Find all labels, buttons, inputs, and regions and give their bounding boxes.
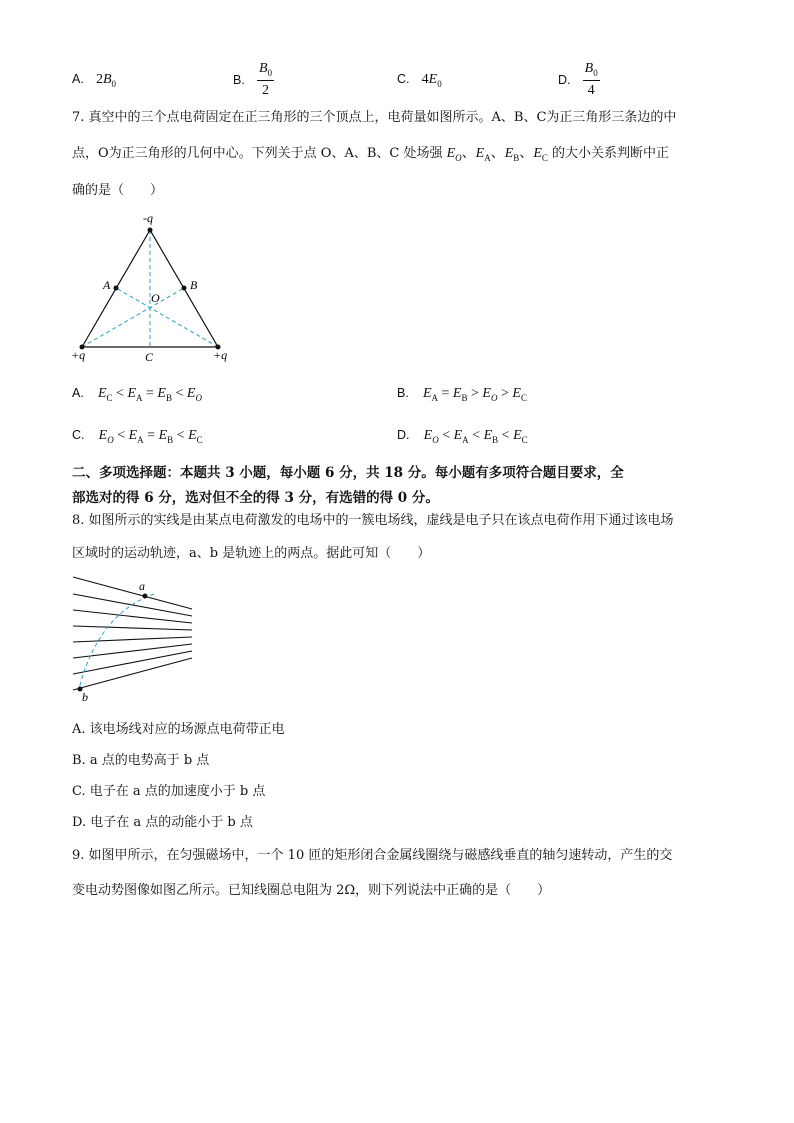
q8-option-b: B. a 点的电势高于 b 点 — [72, 753, 210, 768]
option-value: 2 — [95, 72, 103, 87]
q9-line1: 9. 如图甲所示，在匀强磁场中，一个 10 匝的矩形闭合金属线圈绕与磁感线垂直的轴匀速转动，产生的交 — [72, 848, 673, 863]
label-b: B — [190, 278, 198, 292]
q8-option-c: C. 电子在 a 点的加速度小于 b 点 — [72, 784, 266, 799]
option-label: B. — [233, 72, 245, 87]
q8-line1: 8. 如图所示的实线是由某点电荷激发的电场中的一簇电场线，虚线是电子只在该点电荷作用下通过该电场 — [72, 513, 674, 528]
field-symbols: $E_O$、$E_A$、$E_B$、$E_C$ — [446, 146, 548, 163]
q8-field-lines-figure — [68, 574, 198, 704]
label-right-charge: +q — [213, 348, 228, 362]
q7-line3: 确的是（ ） — [72, 183, 164, 198]
label-o: O — [151, 291, 160, 305]
option-expression: $E_C < E_A = E_B < E_O$ — [97, 386, 202, 403]
label-b: b — [82, 690, 88, 704]
q7-line2: 点，O为正三角形的几何中心。下列关于点 O、A、B、C 处场强 $E_O$、$E_A$、$E_B$、$E_C$ 的大小关系判断中正 — [72, 146, 670, 163]
point-a-dot — [143, 594, 148, 599]
section2-heading-line1: 二、多项选择题：本题共 3 小题，每小题 6 分，共 18 分。每小题有多项符合题目要求，全 — [72, 465, 624, 481]
point-a-dot — [114, 286, 119, 291]
q8-line2: 区域时的运动轨迹，a、b 是轨迹上的两点。据此可知（ ） — [72, 546, 431, 561]
q7-triangle-figure — [66, 206, 246, 366]
field-line — [73, 626, 192, 630]
label-c: C — [145, 350, 154, 364]
label-top-charge: -q — [143, 211, 153, 225]
option-label: D. — [558, 72, 571, 87]
q7-option-a: A. $E_C < E_A = E_B < E_O$ — [72, 386, 202, 403]
label-a: a — [139, 579, 145, 593]
q6-option-b — [233, 62, 274, 98]
median-right — [116, 288, 218, 347]
q7-line1: 7. 真空中的三个点电荷固定在正三角形的三个顶点上，电荷量如图所示。A、B、C为正三角形三条边的中 — [72, 110, 677, 125]
q6-option-a: A. $2B_0$ — [72, 72, 117, 89]
q8-option-d: D. 电子在 a 点的动能小于 b 点 — [72, 815, 253, 830]
q7-option-b: B. $E_A = E_B > E_O > E_C$ — [397, 386, 527, 403]
charge-top-dot — [148, 228, 153, 233]
option-expression: $E_O < E_A = E_B < E_C$ — [98, 428, 203, 445]
q6-option-d — [558, 62, 600, 98]
label-a: A — [103, 278, 111, 292]
fraction: $\frac{B_0}{4}$ — [584, 61, 598, 98]
option-label: C. — [397, 72, 410, 86]
section2-heading-line2: 部选对的得 6 分，选对但不全的得 3 分，有选错的得 0 分。 — [72, 490, 439, 506]
median-left — [82, 288, 184, 347]
option-expression: $E_A = E_B > E_O > E_C$ — [422, 386, 527, 403]
point-b-dot — [182, 286, 187, 291]
q8-option-a: A. 该电场线对应的场源点电荷带正电 — [72, 722, 285, 737]
q9-line2: 变电动势图像如图乙所示。已知线圈总电阻为 2Ω，则下列说法中正确的是（ ） — [72, 883, 551, 898]
label-left-charge: +q — [71, 348, 86, 362]
field-line — [73, 637, 192, 642]
q7-option-c: C. $E_O < E_A = E_B < E_C$ — [72, 428, 203, 445]
q7-option-d: D. $E_O < E_A < E_B < E_C$ — [397, 428, 528, 445]
fraction: $\frac{B_0}{2}$ — [258, 61, 273, 98]
q6-option-c: C. $4E_0$ — [397, 72, 442, 89]
option-label: A. — [72, 72, 84, 86]
field-line — [73, 610, 192, 623]
option-expression: $E_O < E_A < E_B < E_C$ — [423, 428, 528, 445]
